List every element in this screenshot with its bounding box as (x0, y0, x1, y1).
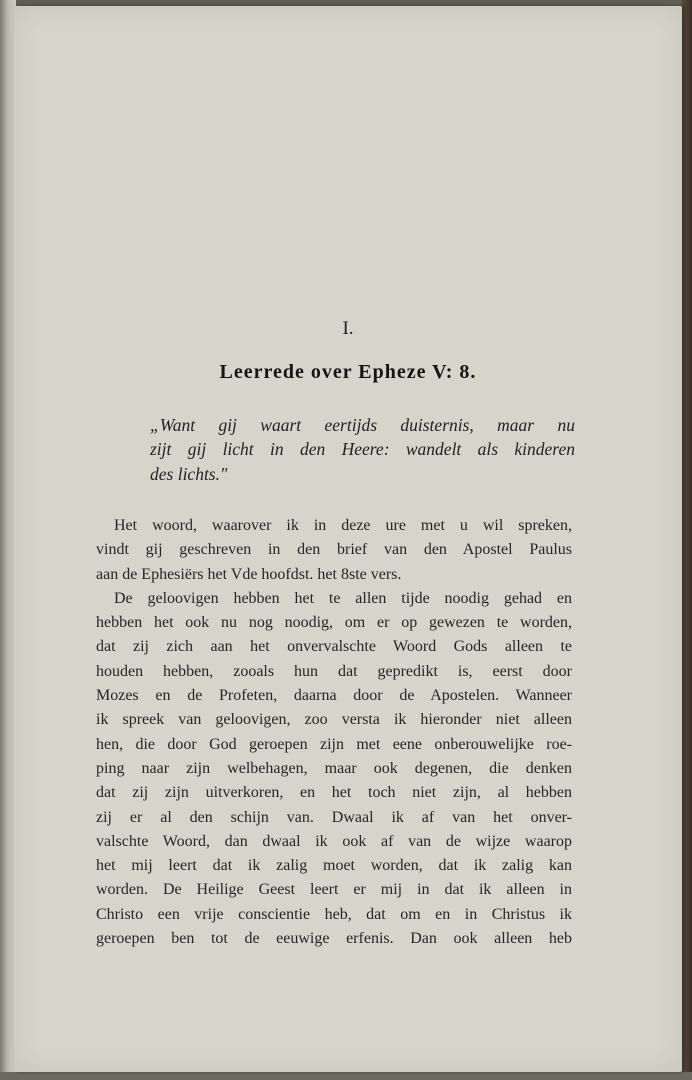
paragraph2-line: ik spreek van geloovigen, zoo versta ik hieronder niet alleen (96, 711, 572, 729)
page-bottom-edge (0, 1072, 692, 1080)
paragraph2-line: houden hebben, zooals hun dat gepredikt is, eerst door (96, 662, 572, 680)
paragraph1-line: vindt gij geschreven in den brief van den Apostel Paulus (96, 541, 572, 559)
quote-line: „Want gij waart eertijds duisternis, maar nu (150, 415, 575, 435)
paragraph1-line: Het woord, waarover ik in deze ure met u wil spreken, (114, 517, 572, 534)
chapter-number: I. (342, 318, 354, 339)
paragraph2-line: valschte Woord, dan dwaal ik ook af van de wijze waarop (96, 832, 572, 850)
paragraph2-line: dat zij zich aan het onvervalschte Woord Gods alleen te (96, 638, 572, 656)
paragraph2-line: geroepen ben tot de eeuwige erfenis. Dan ook alleen heb (96, 930, 572, 948)
sermon-title: Leerrede over Epheze V: 8. (219, 361, 477, 383)
body-text (96, 514, 572, 951)
paragraph2-line: hebben het ook nu nog noodig, om er op gewezen te worden, (96, 614, 572, 632)
paragraph2-line: het mij leert dat ik zalig moet worden, dat ik zalig kan (96, 857, 572, 875)
scripture-quote (150, 412, 575, 485)
book-page (14, 6, 682, 1072)
paragraph2-line: worden. De Heilige Geest leert er mij in dat ik alleen in (96, 881, 572, 899)
paragraph2-line: Christo een vrije conscientie heb, dat om en in Christus ik (96, 905, 572, 923)
paragraph2-line: dat zij zijn uitverkoren, en het toch niet zijn, al hebben (96, 784, 572, 802)
paragraph2-line: De geloovigen hebben het te allen tijde noodig gehad en (114, 589, 572, 607)
paragraph2-line: zij er al den schijn van. Dwaal ik af van het onver- (96, 808, 572, 826)
book-cover-edge (682, 0, 692, 1080)
quote-line: zijt gij licht in den Heere: wandelt als kinderen (150, 439, 575, 460)
paragraph2-line: Mozes en de Profeten, daarna door de Apostelen. Wanneer (96, 687, 572, 705)
paragraph2-line: hen, die door God geroepen zijn met eene onberouwelijke roe- (96, 735, 572, 753)
paragraph2-line: ping naar zijn welbehagen, maar ook degenen, die denken (96, 759, 572, 777)
paragraph1-line: aan de Ephesiërs het Vde hoofdst. het 8ste vers. (96, 565, 402, 583)
quote-line: des lichts." (150, 463, 228, 484)
